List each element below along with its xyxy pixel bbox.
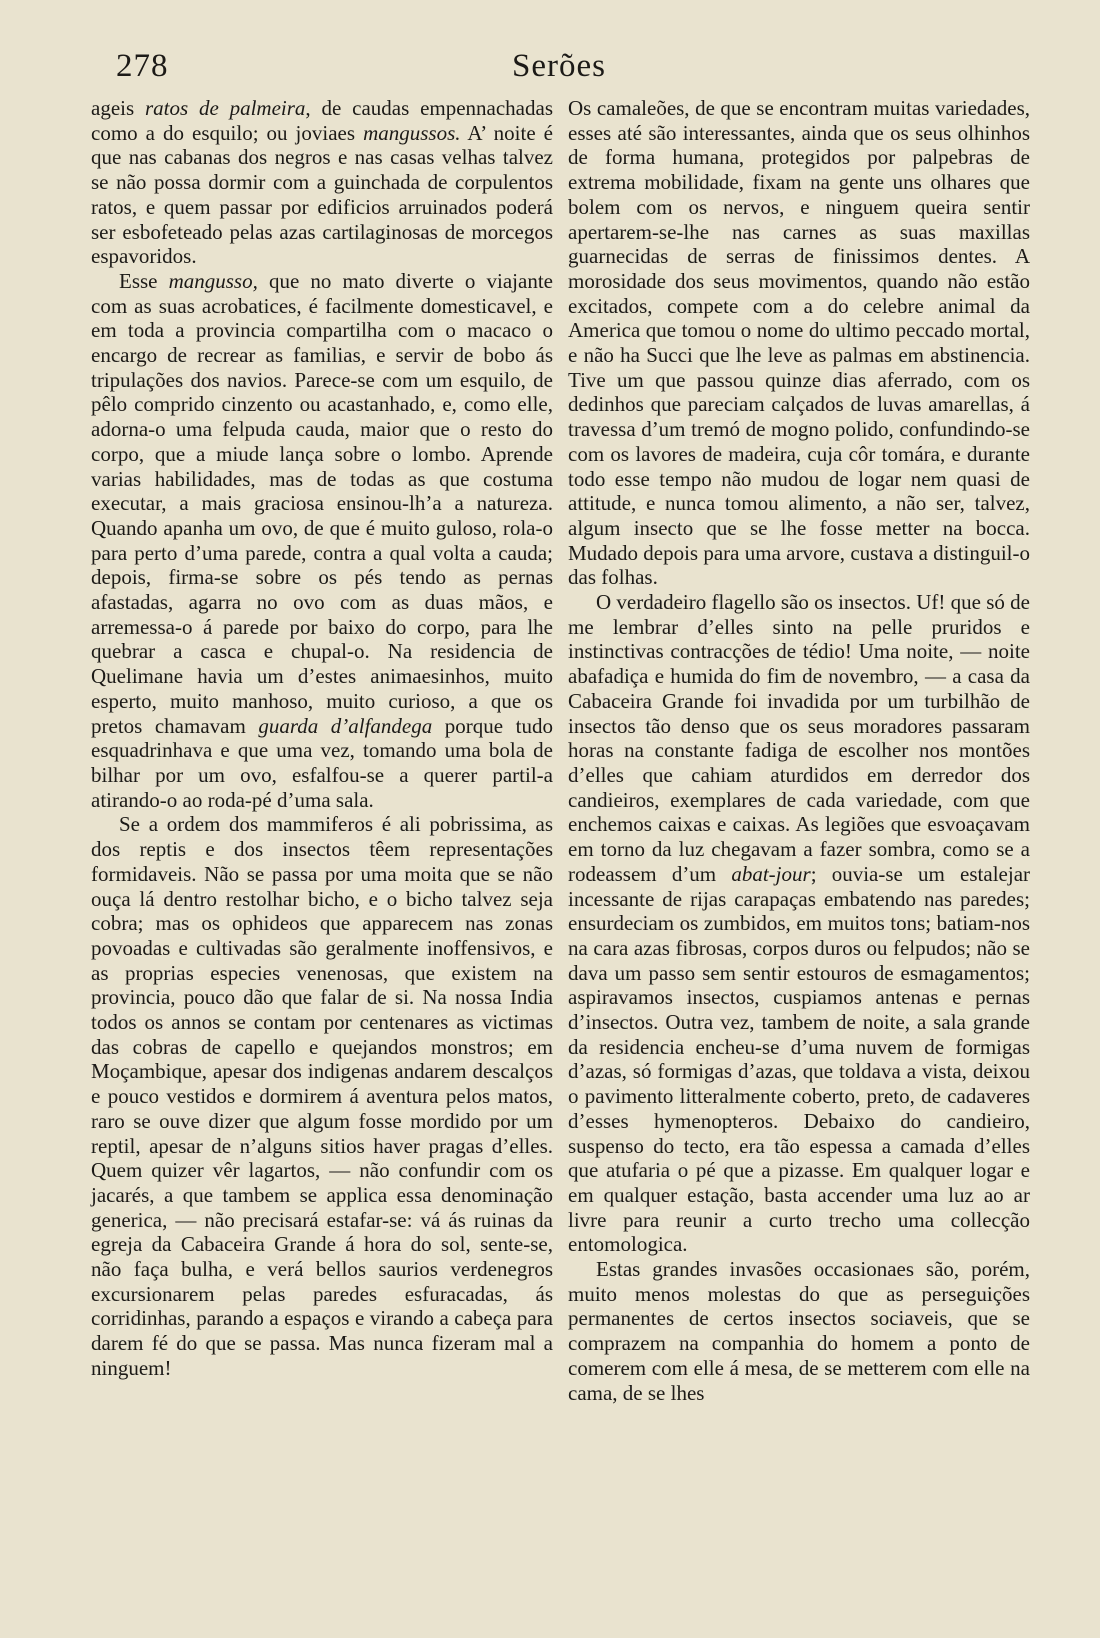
text-run: Estas grandes invasões occasionaes são, porém, muito menos molestas do que as perseguições permanentes de certos insectos sociaveis, que se comprazem na companhia do homem a ponto de comerem com elle á mesa, de se metterem com elle na cama, de se lhes xyxy=(568,1257,1030,1405)
right-column xyxy=(568,96,1030,1405)
paragraph xyxy=(568,1257,1030,1405)
italic-term: guarda d’alfandega xyxy=(258,713,433,738)
paragraph xyxy=(91,269,553,812)
text-run: porque tudo esquadrinhava e que uma vez, tomando uma bola de bilhar por um ovo, esfalfou-se a querer partil-a atirando-o ao roda-pé d’uma sala. xyxy=(91,713,553,812)
text-run: Se a ordem dos mammiferos é ali pobrissima, as dos reptis e dos insectos têem representações formidaveis. Não se passa por uma moita que se não ouça lá dentro restolhar bicho, e o bicho talvez seja cobra; mas os ophideos que apparecem nas zonas povoadas e cultivadas são geralmente inoffensivos, e as proprias especies venenosas, que existem na provincia, pouco dão que falar de si. Na nossa India todos os annos se contam por centenares as victimas das cobras de capello e quejandos monstros; em Moçambique, apesar dos indigenas andarem descalços e pouco vestidos e dormirem á aventura pelos matos, raro se ouve dizer que algum fosse mordido por um reptil, apesar de n’alguns sitios haver pragas d’elles. Quem quizer vêr lagartos, — não confundir com os jacarés, a que tambem se applica essa denominação generica, — não precisará estafar-se: vá ás ruinas da egreja da Cabaceira Grande á hora do sol, sente-se, não faça bulha, e verá bellos saurios verdenegros excursionarem pelas paredes esfuracadas, ás corridinhas, parando a espaços e virando a cabeça para darem fé do que se passa. Mas nunca fizeram mal a ninguem! xyxy=(91,812,553,1380)
text-run: O verdadeiro flagello são os insectos. Uf! que só de me lembrar d’elles sinto na pelle pruridos e instinctivas contracções de tédio! Uma noite, — noite abafadiça e humida do fim de novembro, — a casa da Cabaceira Grande foi invadida por um turbilhão de insectos tão denso que os seus moradores passaram horas na constante fadiga de escolher nos montões d’elles que cahiam aturdidos em derredor dos candieiros, exemplares de cada variedade, com que enchemos caixas e caixas. As legiões que esvoaçavam em torno da luz chegavam a fazer sombra, como se a rodeassem d’um xyxy=(568,590,1030,886)
text-run: , de caudas empennachadas como a do esquilo; ou joviaes xyxy=(91,96,553,145)
text-run: ageis xyxy=(91,96,145,120)
text-run: que no mato diverte o viajante com as suas acrobatices, é facilmente domesticavel, e em toda a provincia compartilha com o macaco o encargo de recrear as familias, e servir de bobo ás tripulações dos navios. Parece-se com um esquilo, de pêlo comprido cinzento ou acastanhado, e, como elle, adorna-o uma felpuda cauda, maior que o resto do corpo, que a miude lança sobre o lombo. Aprende varias habilidades, mas de todas as que costuma executar, a mais graciosa ensinou-lh’a a natureza. Quando apanha um ovo, de que é muito guloso, rola-o para perto d’uma parede, contra a qual volta a cauda; depois, firma-se sobre os pés tendo as pernas afastadas, agarra no ovo com as duas mãos, e arremessa-o á parede por baixo do corpo, para lhe quebrar a casca e chupal-o. Na residencia de Quelimane havia um d’estes animaesinhos, muito esperto, muito manhoso, muito curioso, a que os pretos chamavam xyxy=(91,268,553,738)
italic-term: mangussos. xyxy=(363,120,461,145)
page-number: 278 xyxy=(116,48,169,84)
italic-term: ratos de palmeira xyxy=(144,96,306,120)
italic-term: abat-jour xyxy=(731,861,811,886)
paragraph xyxy=(91,812,553,1380)
text-run: Os camaleões, de que se encontram muitas variedades, esses até são interessantes, ainda que os seus olhinhos de forma humana, protegidos por palpebras de extrema mobilidade, fixam na gente uns olhares que bolem com os nervos, e ninguem queira sentir apertarem-se-lhe nas carnes as suas maxillas guarnecidas de serras de finissimos dentes. A morosidade dos seus movimentos, quando não estão excitados, compete com a do celebre animal da America que tomou o nome do ultimo peccado mortal, e não ha Succi que lhe leve as palmas em abstinencia. Tive um que passou quinze dias aferrado, com os dedinhos que pareciam calçados de luvas amarellas, á travessa d’um tremó de mogno polido, confundindo-se com os lavores de madeira, cuja côr tomára, e durante todo esse tempo não mudou de logar nem quasi de attitude, e nunca tomou alimento, a não ser, talvez, algum insecto que se lhe fosse metter na bocca. Mudado depois para uma arvore, custava a distinguil-o das folhas. xyxy=(568,96,1030,590)
text-run: Esse xyxy=(119,268,169,293)
page-header xyxy=(0,48,1100,94)
running-title: Serões xyxy=(512,48,606,84)
paragraph xyxy=(91,96,553,269)
left-column xyxy=(91,96,553,1381)
text-run: A’ noite é que nas cabanas dos negros e nas casas velhas talvez se não possa dormir com a guinchada de corpulentos ratos, e quem passar por edificios arruinados poderá ser esbofeteado pelas azas cartilaginosas de morcegos espavoridos. xyxy=(91,120,553,269)
text-run: ; ouvia-se um estalejar incessante de rijas carapaças embatendo nas paredes; ensurdeciam os zumbidos, em muitos tons; batiam-nos na cara azas fibrosas, corpos duros ou felpudos; não se dava um passo sem sentir estouros de esmagamentos; aspiravamos insectos, cuspiamos antenas e pernas d’insectos. Outra vez, tambem de noite, a sala grande da residencia encheu-se d’uma nuvem de formigas d’azas, só formigas d’azas, que toldava a vista, deixou o pavimento litteralmente coberto, preto, de cadaveres d’esses hymenopteros. Debaixo do candieiro, suspenso do tecto, era tão espessa a camada d’elles que atufaria o pé que a pizasse. Em qualquer logar e em qualquer estação, basta accender uma luz ao ar livre para reunir a curto trecho uma collecção entomologica. xyxy=(568,861,1031,1257)
italic-term: mangusso, xyxy=(168,268,258,293)
paragraph xyxy=(568,590,1030,1257)
paragraph xyxy=(568,96,1030,590)
